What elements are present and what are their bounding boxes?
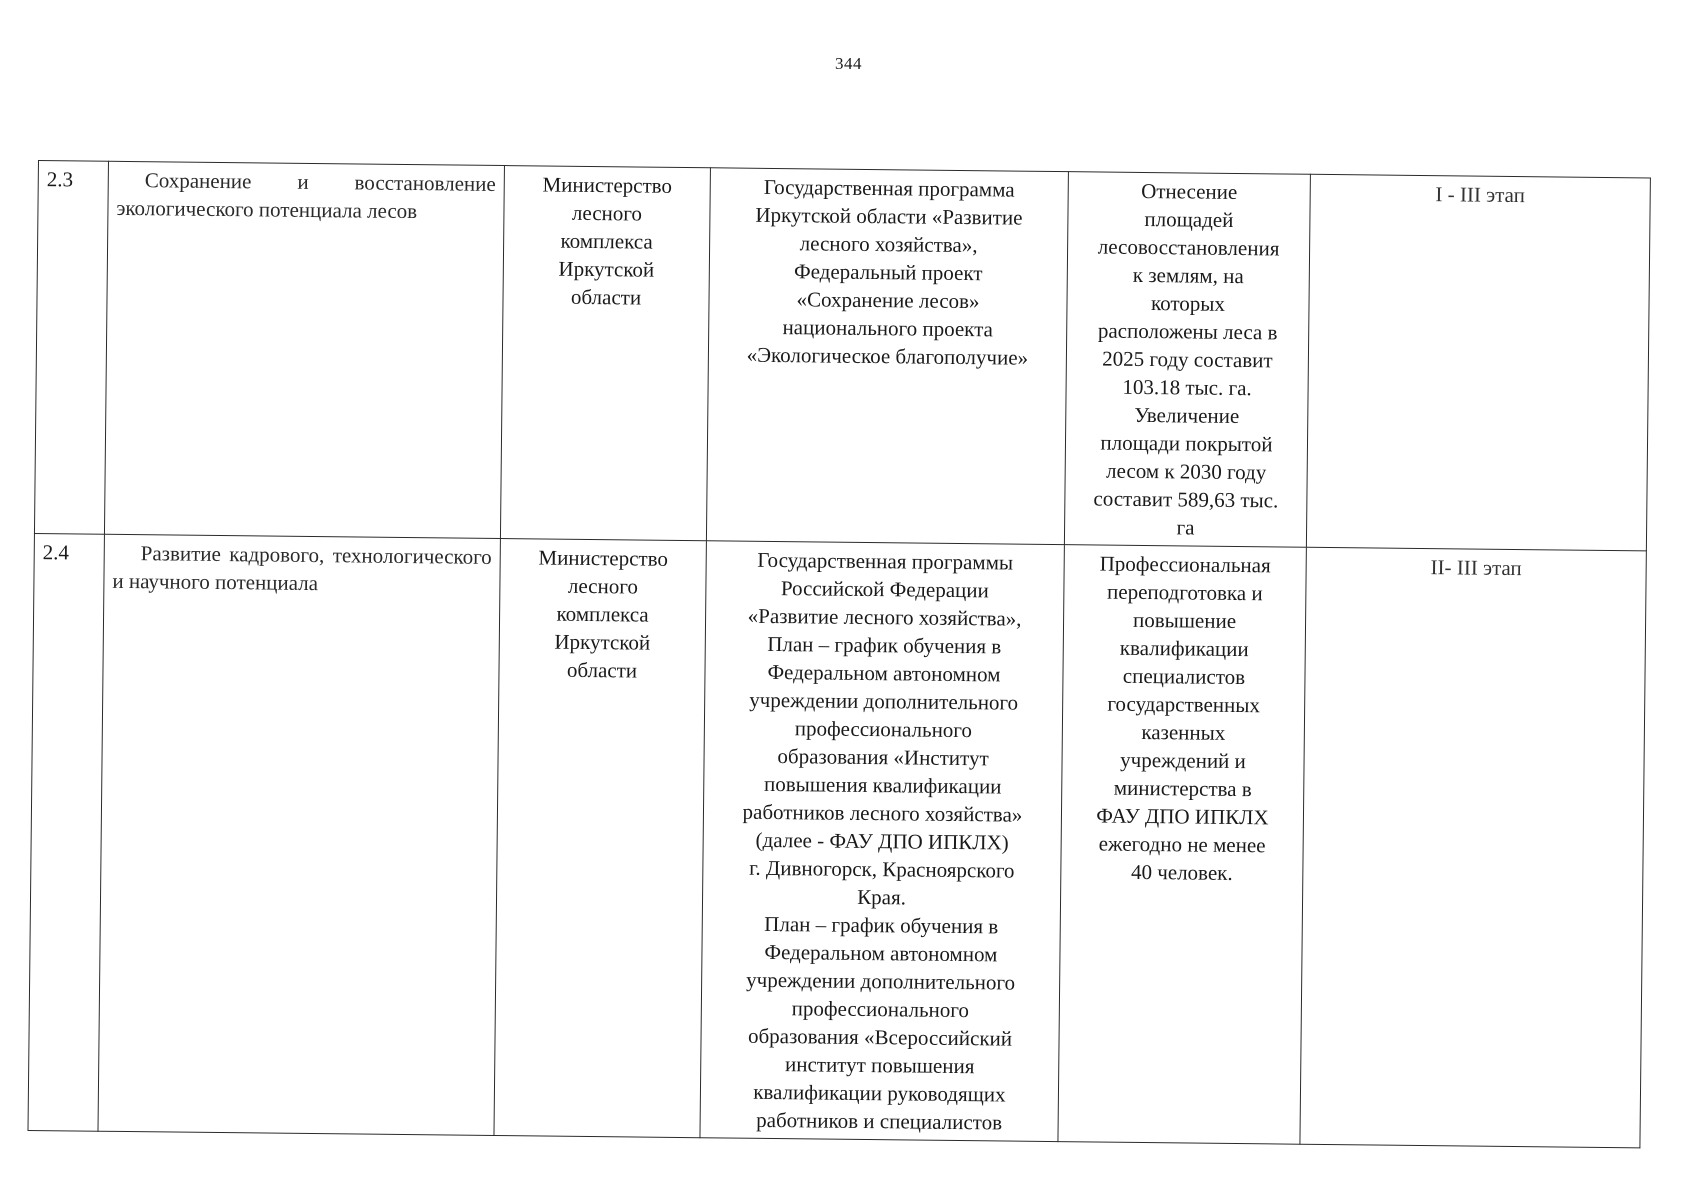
row-number-cell: 2.3 xyxy=(34,161,108,535)
document-line: Федеральном автономном xyxy=(767,659,1001,687)
executor-line: области xyxy=(570,284,642,310)
result-line: казенных xyxy=(1141,719,1226,745)
document-line: квалификации руководящих xyxy=(753,1079,1006,1107)
result-line: министерства в xyxy=(1113,775,1252,802)
result-line: Увеличение xyxy=(1134,402,1240,429)
result-line: которых xyxy=(1150,291,1226,316)
result-line: площади покрытой xyxy=(1100,430,1273,457)
result-line: лесом к 2030 году xyxy=(1105,458,1267,485)
result-line: составит 589,63 тыс. xyxy=(1093,486,1279,513)
executor-line: Министерство xyxy=(538,545,669,571)
result-line: государственных xyxy=(1107,691,1261,718)
measure-name: Сохранение и восстановление экологического потенциала лесов xyxy=(116,168,496,224)
table-container xyxy=(27,160,1649,1148)
executor-line: комплекса xyxy=(560,228,653,254)
executor-line: Министерство xyxy=(542,172,673,198)
document-line: Федеральный проект xyxy=(793,259,983,286)
document-line: образования «Институт xyxy=(777,744,989,771)
document-line: г. Дивногорск, Красноярского xyxy=(749,855,1015,883)
document-line: План – график обучения в xyxy=(764,911,999,939)
stage-cell: II- III этап xyxy=(1300,547,1646,1148)
page-number: 344 xyxy=(835,54,862,73)
executor-line: Иркутской xyxy=(554,629,651,655)
document-line: «Сохранение лесов» xyxy=(796,287,980,314)
result-line: переподготовка и xyxy=(1106,579,1263,606)
result-line: Отнесение xyxy=(1141,178,1238,204)
document-line: национального проекта xyxy=(782,315,994,342)
executor-line: комплекса xyxy=(556,601,649,627)
result-line: повышение xyxy=(1132,607,1237,633)
result-cell xyxy=(1058,545,1306,1145)
document-line: лесного хозяйства», xyxy=(799,231,978,258)
document-line: «Развитие лесного хозяйства», xyxy=(747,603,1022,631)
measure-name-cell xyxy=(104,161,504,538)
document-line: профессионального xyxy=(791,996,970,1023)
result-line: ФАУ ДПО ИПКЛХ xyxy=(1096,803,1269,830)
documents-cell xyxy=(706,168,1068,545)
document-line: институт повышения xyxy=(784,1052,975,1079)
document-line: «Экологическое благополучие» xyxy=(746,342,1029,370)
document-line: Государственная программа xyxy=(763,174,1015,202)
result-line: лесовосстановления xyxy=(1097,234,1280,261)
document-line: Края. xyxy=(857,884,907,910)
document-line: работников и специалистов xyxy=(756,1107,1003,1135)
measure-name: Развитие кадрового, технологического и научного потенциала xyxy=(112,541,492,596)
document-line: профессионального xyxy=(794,716,973,743)
document-line: повышения квалификации xyxy=(763,771,1002,799)
document-line: Государственная программы xyxy=(757,547,1014,575)
result-line: квалификации xyxy=(1119,635,1249,662)
result-line: га xyxy=(1176,515,1195,540)
result-line: 103.18 тыс. га. xyxy=(1122,374,1252,401)
result-line: Профессиональная xyxy=(1099,551,1271,578)
result-line: к землям, на xyxy=(1132,262,1244,289)
document-line: План – график обучения в xyxy=(767,631,1002,659)
executor-cell xyxy=(500,166,710,541)
document-line: Иркутской области «Развитие xyxy=(755,202,1023,230)
measures-table xyxy=(27,160,1650,1148)
result-cell xyxy=(1064,172,1310,548)
table-row xyxy=(34,161,1650,551)
executor-line: области xyxy=(566,657,638,683)
table-row xyxy=(28,533,1646,1147)
result-line: расположены леса в xyxy=(1097,318,1278,345)
result-line: специалистов xyxy=(1122,663,1246,690)
result-line: 2025 году составит xyxy=(1102,346,1273,373)
document-line: учреждении дополнительного xyxy=(746,967,1016,995)
documents-cell xyxy=(700,541,1064,1142)
row-number-cell: 2.4 xyxy=(28,533,104,1131)
document-line: Федеральном автономном xyxy=(764,939,998,967)
document-line: работников лесного хозяйства» xyxy=(742,799,1023,827)
document-line: Российской Федерации xyxy=(780,576,989,603)
executor-line: Иркутской xyxy=(558,256,655,282)
result-line: ежегодно не менее xyxy=(1098,831,1266,858)
document-line: образования «Всероссийский xyxy=(747,1023,1013,1051)
result-line: 40 человек. xyxy=(1130,859,1233,885)
executor-line: лесного xyxy=(567,573,639,599)
measure-name-cell xyxy=(98,534,500,1135)
executor-line: лесного xyxy=(571,200,643,226)
result-line: учреждений и xyxy=(1120,747,1246,774)
result-line: площадей xyxy=(1144,206,1234,232)
document-line: учреждении дополнительного xyxy=(749,687,1019,715)
document-line: (далее - ФАУ ДПО ИПКЛХ) xyxy=(755,827,1009,855)
stage-cell: I - III этап xyxy=(1306,174,1650,551)
executor-cell xyxy=(494,539,706,1138)
